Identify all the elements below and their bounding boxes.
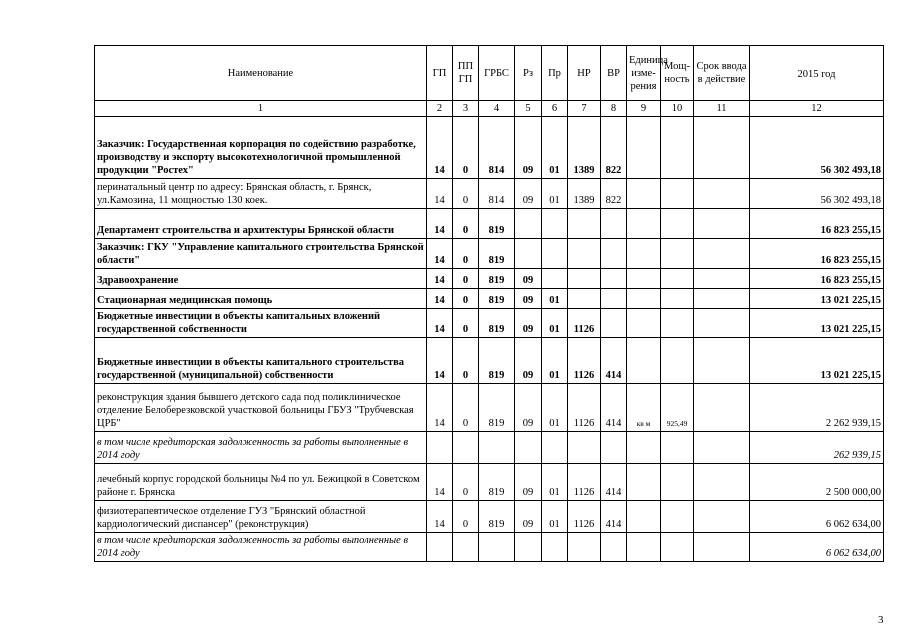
cell-unit (627, 338, 661, 384)
table-row (95, 289, 884, 309)
col-num: 5 (515, 101, 542, 117)
cell-grbs: 819 (479, 384, 515, 432)
cell-pr (542, 533, 568, 562)
header-ppgp: ППГП (453, 46, 479, 101)
table-row (95, 384, 884, 432)
cell-nr: 1126 (568, 501, 601, 533)
cell-ppgp (453, 432, 479, 464)
cell-term (694, 269, 750, 289)
cell-name: в том числе кредиторская задолженность за работы выполненные в 2014 году (95, 533, 427, 562)
cell-gp: 14 (427, 289, 453, 309)
cell-unit (627, 269, 661, 289)
cell-gp: 14 (427, 269, 453, 289)
cell-amount: 16 823 255,15 (750, 269, 884, 289)
cell-vr: 822 (601, 117, 627, 179)
cell-grbs: 819 (479, 309, 515, 338)
cell-gp: 14 (427, 209, 453, 239)
cell-rz (515, 239, 542, 269)
table-row (95, 309, 884, 338)
cell-power (661, 289, 694, 309)
cell-gp (427, 432, 453, 464)
cell-pr (542, 269, 568, 289)
cell-vr: 414 (601, 384, 627, 432)
cell-term (694, 464, 750, 501)
cell-nr: 1389 (568, 179, 601, 209)
cell-pr: 01 (542, 501, 568, 533)
column-number-row (95, 101, 884, 117)
cell-grbs (479, 533, 515, 562)
cell-grbs: 819 (479, 289, 515, 309)
cell-pr: 01 (542, 117, 568, 179)
cell-ppgp: 0 (453, 269, 479, 289)
cell-rz (515, 533, 542, 562)
cell-power: 925,49 (661, 384, 694, 432)
cell-nr (568, 269, 601, 289)
cell-amount: 16 823 255,15 (750, 209, 884, 239)
table-row (95, 209, 884, 239)
cell-amount: 13 021 225,15 (750, 289, 884, 309)
table-row (95, 501, 884, 533)
cell-pr: 01 (542, 338, 568, 384)
cell-name: Бюджетные инвестиции в объекты капитальных вложений государственной собственности (95, 309, 427, 338)
cell-unit (627, 501, 661, 533)
cell-term (694, 384, 750, 432)
cell-name: Заказчик: Государственная корпорация по содействию разработке, производству и экспорту высокотехнологичной промышленной продукции "Ростех" (95, 117, 427, 179)
cell-grbs: 819 (479, 338, 515, 384)
cell-power (661, 338, 694, 384)
cell-term (694, 179, 750, 209)
header-name: Наименование (95, 46, 427, 101)
cell-ppgp: 0 (453, 384, 479, 432)
cell-name: реконструкция здания бывшего детского сада под поликлиническое отделение Белоберезковской участковой больницы ГБУЗ "Трубчевская ЦРБ" (95, 384, 427, 432)
cell-rz (515, 209, 542, 239)
col-num: 7 (568, 101, 601, 117)
col-num: 10 (661, 101, 694, 117)
cell-gp (427, 533, 453, 562)
cell-power (661, 209, 694, 239)
table-row (95, 432, 884, 464)
cell-ppgp (453, 533, 479, 562)
cell-power (661, 309, 694, 338)
header-year: 2015 год (750, 46, 884, 101)
cell-amount: 2 500 000,00 (750, 464, 884, 501)
col-num: 2 (427, 101, 453, 117)
cell-term (694, 501, 750, 533)
cell-gp: 14 (427, 117, 453, 179)
cell-power (661, 239, 694, 269)
table-row (95, 179, 884, 209)
cell-name: Стационарная медицинская помощь (95, 289, 427, 309)
cell-pr (542, 432, 568, 464)
cell-pr: 01 (542, 464, 568, 501)
col-num: 1 (95, 101, 427, 117)
cell-name: в том числе кредиторская задолженность за работы выполненные в 2014 году (95, 432, 427, 464)
cell-rz: 09 (515, 269, 542, 289)
col-num: 8 (601, 101, 627, 117)
cell-rz: 09 (515, 384, 542, 432)
cell-unit (627, 289, 661, 309)
table-row (95, 338, 884, 384)
cell-nr (568, 289, 601, 309)
cell-term (694, 289, 750, 309)
cell-rz: 09 (515, 179, 542, 209)
cell-grbs (479, 432, 515, 464)
table-row (95, 117, 884, 179)
cell-rz: 09 (515, 338, 542, 384)
cell-nr (568, 533, 601, 562)
cell-unit (627, 533, 661, 562)
cell-ppgp: 0 (453, 289, 479, 309)
cell-power (661, 179, 694, 209)
col-num: 12 (750, 101, 884, 117)
cell-grbs: 819 (479, 269, 515, 289)
cell-unit (627, 209, 661, 239)
header-rz: Рз (515, 46, 542, 101)
cell-vr (601, 209, 627, 239)
cell-term (694, 209, 750, 239)
cell-vr: 822 (601, 179, 627, 209)
cell-ppgp: 0 (453, 179, 479, 209)
cell-power (661, 501, 694, 533)
cell-amount: 16 823 255,15 (750, 239, 884, 269)
cell-grbs: 819 (479, 464, 515, 501)
cell-vr (601, 432, 627, 464)
cell-gp: 14 (427, 464, 453, 501)
cell-grbs: 819 (479, 239, 515, 269)
cell-power (661, 533, 694, 562)
cell-vr: 414 (601, 464, 627, 501)
col-num: 4 (479, 101, 515, 117)
cell-nr (568, 239, 601, 269)
cell-ppgp: 0 (453, 309, 479, 338)
cell-amount: 56 302 493,18 (750, 179, 884, 209)
cell-grbs: 819 (479, 209, 515, 239)
cell-ppgp: 0 (453, 239, 479, 269)
cell-power (661, 117, 694, 179)
cell-gp: 14 (427, 179, 453, 209)
cell-vr (601, 533, 627, 562)
cell-vr: 414 (601, 501, 627, 533)
cell-ppgp: 0 (453, 464, 479, 501)
cell-grbs: 819 (479, 501, 515, 533)
cell-name: перинатальный центр по адресу: Брянская область, г. Брянск, ул.Камозина, 11 мощностью 130 коек. (95, 179, 427, 209)
cell-rz: 09 (515, 309, 542, 338)
cell-amount: 6 062 634,00 (750, 501, 884, 533)
cell-ppgp: 0 (453, 117, 479, 179)
cell-nr: 1126 (568, 384, 601, 432)
cell-unit (627, 464, 661, 501)
budget-table (94, 45, 884, 562)
cell-gp: 14 (427, 309, 453, 338)
cell-name: Департамент строительства и архитектуры Брянской области (95, 209, 427, 239)
cell-grbs: 814 (479, 117, 515, 179)
cell-term (694, 432, 750, 464)
cell-vr (601, 269, 627, 289)
header-power: Мощ-ность (661, 46, 694, 101)
header-term: Срок ввода в действие (694, 46, 750, 101)
cell-amount: 2 262 939,15 (750, 384, 884, 432)
cell-power (661, 464, 694, 501)
header-unit: Единица изме-рения (627, 46, 661, 101)
cell-term (694, 239, 750, 269)
cell-amount: 262 939,15 (750, 432, 884, 464)
cell-term (694, 338, 750, 384)
cell-gp: 14 (427, 384, 453, 432)
cell-amount: 56 302 493,18 (750, 117, 884, 179)
cell-name: Заказчик: ГКУ "Управление капитального строительства Брянской области" (95, 239, 427, 269)
col-num: 6 (542, 101, 568, 117)
cell-gp: 14 (427, 501, 453, 533)
cell-pr: 01 (542, 384, 568, 432)
cell-vr (601, 289, 627, 309)
cell-nr: 1389 (568, 117, 601, 179)
cell-nr (568, 209, 601, 239)
cell-gp: 14 (427, 338, 453, 384)
cell-nr: 1126 (568, 338, 601, 384)
cell-unit (627, 239, 661, 269)
cell-nr: 1126 (568, 464, 601, 501)
cell-power (661, 432, 694, 464)
cell-unit: кв м (627, 384, 661, 432)
cell-ppgp: 0 (453, 338, 479, 384)
cell-unit (627, 179, 661, 209)
cell-amount: 13 021 225,15 (750, 338, 884, 384)
cell-term (694, 533, 750, 562)
table-row (95, 464, 884, 501)
table-row (95, 239, 884, 269)
cell-unit (627, 117, 661, 179)
cell-name: лечебный корпус городской больницы №4 по ул. Бежицкой в Советском районе г. Брянска (95, 464, 427, 501)
cell-term (694, 309, 750, 338)
cell-name: Бюджетные инвестиции в объекты капитального строительства государственной (муниципальной) собственности (95, 338, 427, 384)
cell-vr (601, 309, 627, 338)
header-pr: Пр (542, 46, 568, 101)
cell-power (661, 269, 694, 289)
cell-rz (515, 432, 542, 464)
cell-pr: 01 (542, 289, 568, 309)
cell-vr (601, 239, 627, 269)
cell-rz: 09 (515, 117, 542, 179)
cell-ppgp: 0 (453, 209, 479, 239)
cell-term (694, 117, 750, 179)
table-row (95, 269, 884, 289)
cell-rz: 09 (515, 501, 542, 533)
cell-pr: 01 (542, 179, 568, 209)
cell-rz: 09 (515, 289, 542, 309)
cell-rz: 09 (515, 464, 542, 501)
cell-nr (568, 432, 601, 464)
header-row (95, 46, 884, 101)
cell-pr (542, 209, 568, 239)
col-num: 11 (694, 101, 750, 117)
cell-amount: 6 062 634,00 (750, 533, 884, 562)
cell-pr: 01 (542, 309, 568, 338)
cell-name: физиотерапевтическое отделение ГУЗ "Брянский областной кардиологический диспансер" (реконструкция) (95, 501, 427, 533)
cell-nr: 1126 (568, 309, 601, 338)
header-vr: ВР (601, 46, 627, 101)
cell-name: Здравоохранение (95, 269, 427, 289)
cell-unit (627, 432, 661, 464)
col-num: 9 (627, 101, 661, 117)
cell-amount: 13 021 225,15 (750, 309, 884, 338)
table-body (95, 117, 884, 562)
header-nr: НР (568, 46, 601, 101)
cell-vr: 414 (601, 338, 627, 384)
cell-pr (542, 239, 568, 269)
cell-unit (627, 309, 661, 338)
header-gp: ГП (427, 46, 453, 101)
header-grbs: ГРБС (479, 46, 515, 101)
cell-gp: 14 (427, 239, 453, 269)
page-number: 3 (878, 614, 884, 626)
table-row (95, 533, 884, 562)
cell-grbs: 814 (479, 179, 515, 209)
cell-ppgp: 0 (453, 501, 479, 533)
col-num: 3 (453, 101, 479, 117)
